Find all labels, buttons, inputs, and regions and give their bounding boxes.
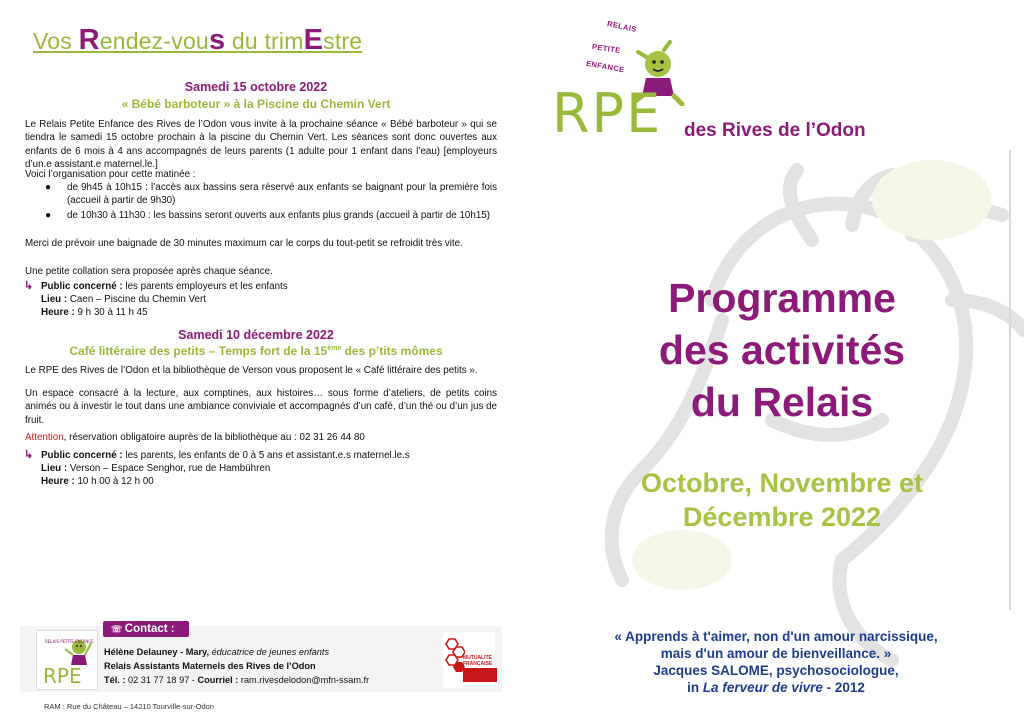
event1-date: Samedi 15 octobre 2022 xyxy=(184,80,328,94)
page-heading: Vos Rendez-vous du trimEstre xyxy=(33,24,363,56)
bullet-icon: ● xyxy=(45,182,52,193)
svg-text:RELAIS PETITE ENFANCE: RELAIS PETITE ENFANCE xyxy=(45,639,94,644)
contact-tab: ☏ Contact : xyxy=(103,621,189,637)
arrow-icon: ↳ xyxy=(24,449,34,461)
hexagon-logo-icon xyxy=(443,638,465,672)
rpe-logo-letters: RPE xyxy=(552,82,663,145)
bullet-icon: ● xyxy=(45,209,52,221)
rpe-logo-icon xyxy=(37,631,99,691)
event1-subtitle: « Bébé barboteur » à la Piscine du Chemin Vert xyxy=(121,97,391,111)
list-item: ● de 9h45 à 10h15 : l’accès aux bassins sera réservé aux enfants se baignant pour la première fois (accueil à partir de 9h30) xyxy=(45,182,497,207)
event2-intro-1: Le RPE des Rives de l’Odon et la bibliothèque de Verson vous proposent le « Café littéraire des petits ». xyxy=(25,365,478,376)
event2-intro-2: Un espace consacré à la lecture, aux comptines, aux histoires… sous forme d’ateliers, de petits coins animés ou à investir le tout dans une ambiance conviviale et accompagnés d’un café, d’un thé ou d’un jus de fruit. xyxy=(25,388,497,426)
event2-subtitle: Café littéraire des petits – Temps fort de la 15ème des p’tits mômes xyxy=(69,344,443,358)
event2-attention: Attention, réservation obligatoire auprès de la bibliothèque au : 02 31 26 44 80 xyxy=(25,432,365,443)
rpe-logo-small xyxy=(36,630,98,690)
event1-note-1: Merci de prévoir une baignade de 30 minutes maximum car le corps du tout-petit se refroidit très vite. xyxy=(25,238,463,249)
period-title: Octobre, Novembre et Décembre 2022 xyxy=(640,468,924,532)
event1-bullet-list xyxy=(25,181,497,222)
logo-text-petite: PETITE xyxy=(591,42,622,55)
right-page xyxy=(512,0,1024,724)
list-item: ● de 10h30 à 11h30 : les bassins seront ouverts aux enfants plus grands (accueil à partir de 10h15) xyxy=(45,209,490,221)
logo-text-relais: RELAIS xyxy=(606,18,638,35)
event1-note-2: Une petite collation sera proposée après chaque séance. xyxy=(25,266,273,277)
programme-title: Programme des activités du Relais xyxy=(658,275,906,425)
email-link[interactable]: ram.rivesdelodon@mfn-ssam.fr xyxy=(238,675,370,685)
event1-intro: Le Relais Petite Enfance des Rives de l’Odon vous invite à la prochaine séance « Bébé barboteur » qui se tiendra le samedi 15 octobre prochain à la piscine du Chemin Vert. Les séances sont donc ouvertes aux enfants de 6 mois à 4 ans accompagnés de leurs parents (1 adulte pour 1 enfant dans l’eau) [employeurs d’un.e assistant.e maternel.le.] xyxy=(25,119,497,171)
svg-text:RPE: RPE xyxy=(43,664,82,688)
mutualite-label: MUTUALITÉ FRANÇAISE xyxy=(463,655,493,667)
phone-icon: ☏ xyxy=(111,624,125,634)
logo-text-enfance: ENFANCE xyxy=(585,58,626,75)
event2-date: Samedi 10 décembre 2022 xyxy=(178,328,334,342)
address-line: RAM : Rue du Château – 14210 Tourville-sur-Odon xyxy=(44,702,214,711)
quote: « Apprends à t'aimer, non d'un amour narcissique, mais d'un amour de bienveillance. » Jacques SALOME, psychosociologue, in La ferveur de vivre - 2012 xyxy=(614,629,938,695)
event1-info: ↳ Public concerné : les parents employeurs et les enfants Lieu : Caen – Piscine du Chemin Vert Heure : 9 h 30 à 11 h 45 xyxy=(24,280,288,318)
event1-organisation-intro: Voici l’organisation pour cette matinée : xyxy=(25,169,196,180)
mutualite-band xyxy=(463,668,497,682)
arrow-icon: ↳ xyxy=(24,280,34,292)
rpe-name: des Rives de l’Odon xyxy=(684,120,866,141)
contact-details: Hélène Delauney - Mary, éducatrice de jeunes enfants Relais Assistants Maternels des Rives de l’Odon Tél. : 02 31 77 18 97 - Courriel : ram.rivesdelodon@mfn-ssam.fr xyxy=(104,647,370,685)
event2-info: ↳ Public concerné : les parents, les enfants de 0 à 5 ans et assistant.e.s maternel.le.s Lieu : Verson – Espace Senghor, rue de Hambühren Heure : 10 h 00 à 12 h 00 xyxy=(24,449,410,487)
